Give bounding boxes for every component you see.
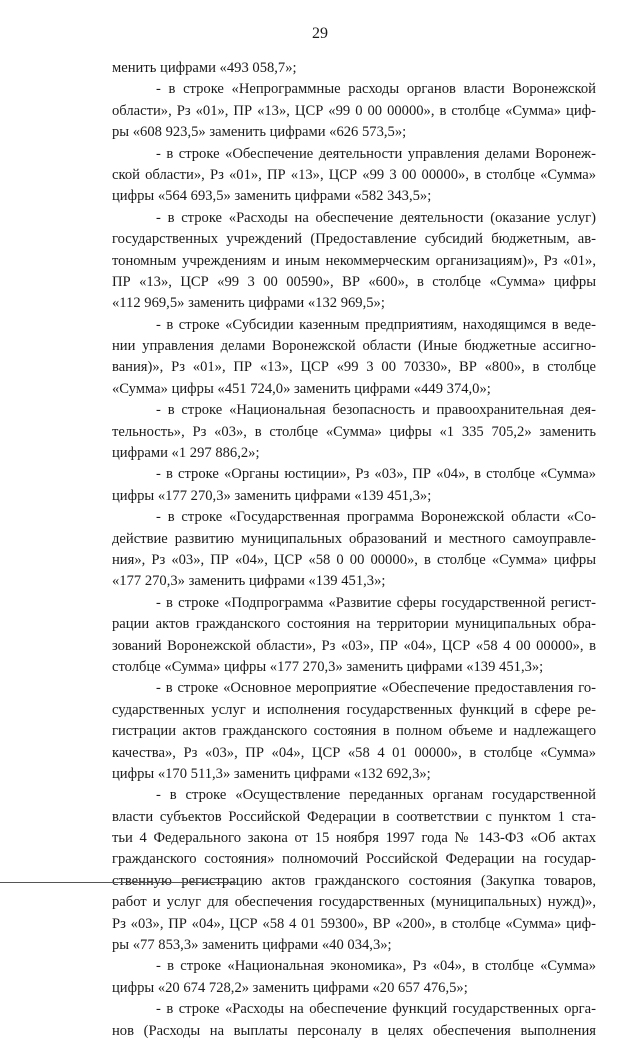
document-body bbox=[112, 58, 596, 1042]
text-line: - в строке «Осуществление переданных органам государственной bbox=[156, 787, 596, 804]
text-line: сударственных услуг и исполнения государственных функций в сфере ре- bbox=[112, 701, 596, 718]
text-line: тьи 4 Федерального закона от 15 ноября 1997 года № 143-ФЗ «Об актах bbox=[112, 830, 596, 847]
text-line: «112 969,5» заменить цифрами «132 969,5»; bbox=[112, 295, 385, 312]
text-line: - в строке «Основное мероприятие «Обеспечение предоставления го- bbox=[156, 680, 596, 697]
text-line: рации актов гражданского состояния на территории муниципальных обра- bbox=[112, 616, 596, 633]
text-line: действие развитию муниципальных образований и местного самоуправле- bbox=[112, 530, 596, 547]
footer-rule bbox=[0, 882, 236, 883]
text-line: нии управления делами Воронежской области (Иные бюджетные ассигно- bbox=[112, 338, 596, 355]
text-line: ПР «13», ЦСР «99 3 00 00590», ВР «600», в столбце «Сумма» цифры bbox=[112, 273, 596, 290]
text-line: столбце «Сумма» цифры «177 270,3» заменить цифрами «139 451,3»; bbox=[112, 658, 544, 675]
text-line: ния», Рз «03», ПР «04», ЦСР «58 0 00 00000», в столбце «Сумма» цифры bbox=[112, 551, 596, 568]
text-line: менить цифрами «493 058,7»; bbox=[112, 60, 297, 76]
text-line: зований Воронежской области», Рз «03», ПР «04», ЦСР «58 4 00 00000», в bbox=[112, 637, 596, 654]
text-line: ской области», Рз «01», ПР «13», ЦСР «99 3 00 00000», в столбце «Сумма» bbox=[112, 166, 596, 183]
text-line: гражданского состояния» полномочий Российской Федерации на государ- bbox=[112, 851, 596, 868]
text-line: - в строке «Непрограммные расходы органов власти Воронежской bbox=[156, 81, 596, 98]
text-line: ственную регистрацию актов гражданского состояния (Закупка товаров, bbox=[112, 872, 596, 889]
text-line: цифры «20 674 728,2» заменить цифрами «20 657 476,5»; bbox=[112, 979, 468, 996]
text-line: Рз «03», ПР «04», ЦСР «58 4 01 59300», ВР «200», в столбце «Сумма» циф- bbox=[112, 915, 596, 932]
text-line: власти субъектов Российской Федерации в соответствии с пунктом 1 ста- bbox=[112, 808, 596, 825]
text-line: - в строке «Расходы на обеспечение функций государственных орга- bbox=[156, 1001, 596, 1018]
text-line: ры «77 853,3» заменить цифрами «40 034,3»; bbox=[112, 937, 392, 954]
text-line: - в строке «Подпрограмма «Развитие сферы государственной регист- bbox=[156, 594, 596, 611]
text-line: - в строке «Национальная безопасность и правоохранительная дея- bbox=[156, 402, 596, 419]
text-line: - в строке «Расходы на обеспечение деятельности (оказание услуг) bbox=[156, 209, 596, 226]
text-line: цифры «177 270,3» заменить цифрами «139 451,3»; bbox=[112, 487, 432, 504]
text-line: государственных учреждений (Предоставление субсидий бюджетным, ав- bbox=[112, 231, 596, 248]
text-line: - в строке «Государственная программа Воронежской области «Со- bbox=[156, 509, 596, 526]
text-line: цифрами «1 297 886,2»; bbox=[112, 445, 260, 462]
text-line: нов (Расходы на выплаты персоналу в целях обеспечения выполнения bbox=[112, 1022, 596, 1039]
text-line: гистрации актов гражданского состояния в полном объеме и надлежащего bbox=[112, 723, 596, 740]
text-line: ры «608 923,5» заменить цифрами «626 573,5»; bbox=[112, 124, 407, 141]
text-line: - в строке «Субсидии казенным предприятиям, находящимся в веде- bbox=[156, 316, 596, 333]
text-line: цифры «564 693,5» заменить цифрами «582 343,5»; bbox=[112, 188, 432, 205]
text-line: тономным учреждениям и иным некоммерческим организациям)», Рз «01», bbox=[112, 252, 596, 269]
page-number: 29 bbox=[312, 25, 328, 42]
text-line: области», Рз «01», ПР «13», ЦСР «99 0 00 00000», в столбце «Сумма» циф- bbox=[112, 102, 596, 119]
text-line: цифры «170 511,3» заменить цифрами «132 692,3»; bbox=[112, 765, 431, 782]
text-line: «177 270,3» заменить цифрами «139 451,3»; bbox=[112, 573, 386, 590]
text-line: качества», Рз «03», ПР «04», ЦСР «58 4 01 00000», в столбце «Сумма» bbox=[112, 744, 596, 761]
text-line: вания)», Рз «01», ПР «13», ЦСР «99 3 00 70330», ВР «800», в столбце bbox=[112, 359, 596, 376]
text-line: - в строке «Органы юстиции», Рз «03», ПР «04», в столбце «Сумма» bbox=[156, 466, 596, 483]
text-line: «Сумма» цифры «451 724,0» заменить цифрами «449 374,0»; bbox=[112, 380, 491, 397]
text-line: тельность», Рз «03», в столбце «Сумма» цифры «1 335 705,2» заменить bbox=[112, 423, 596, 440]
text-line: - в строке «Обеспечение деятельности управления делами Воронеж- bbox=[156, 145, 596, 162]
text-line: работ и услуг для обеспечения государственных (муниципальных) нужд)», bbox=[112, 894, 596, 911]
text-line: - в строке «Национальная экономика», Рз «04», в столбце «Сумма» bbox=[156, 958, 596, 975]
